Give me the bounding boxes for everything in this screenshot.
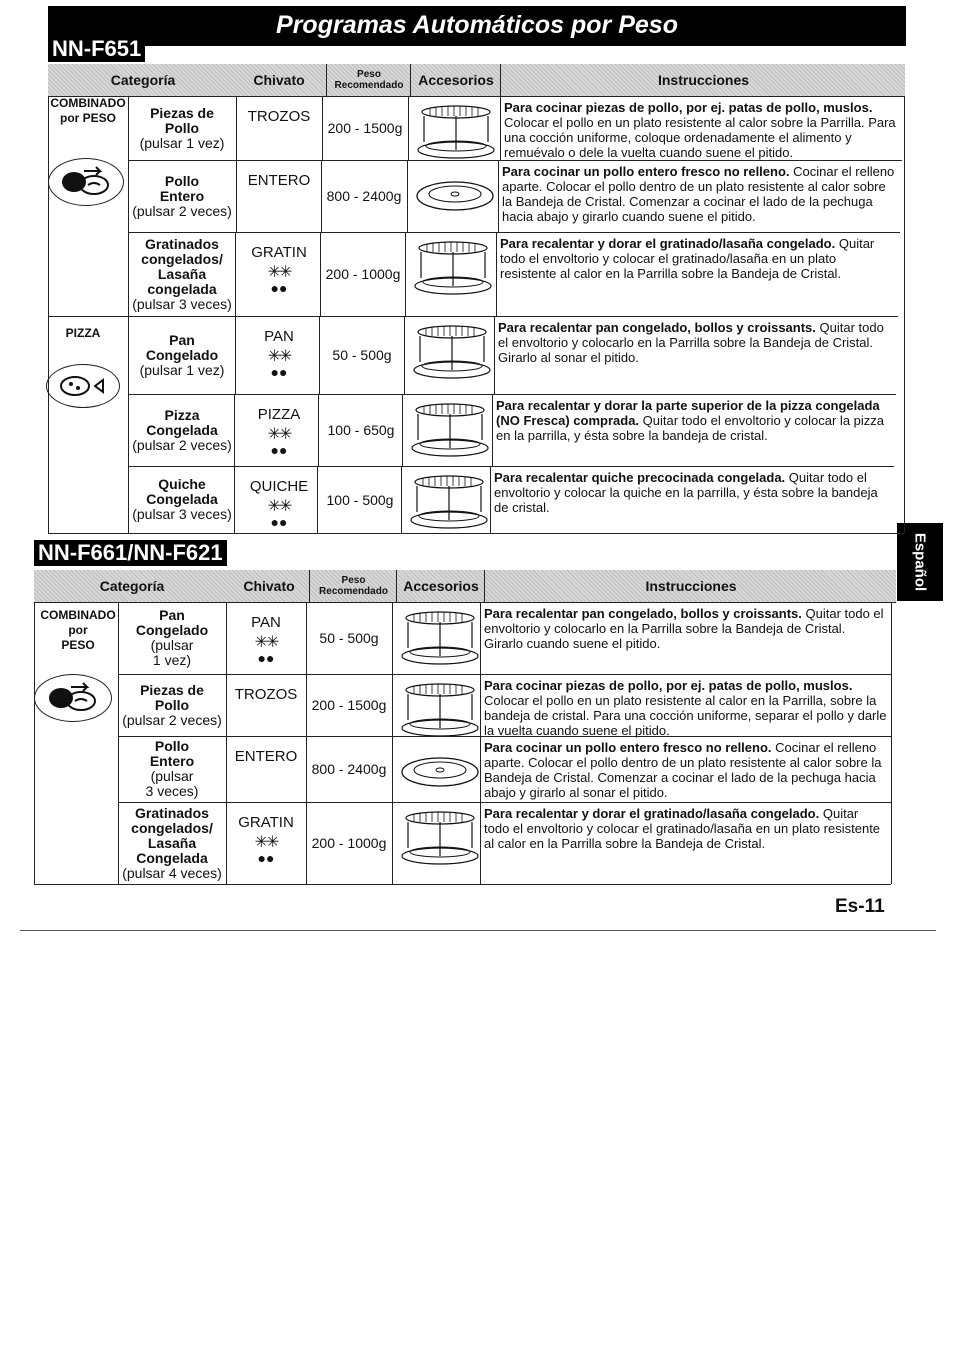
instructions-heading: Para cocinar piezas de pollo, por ej. patas de pollo, muslos. xyxy=(484,678,853,693)
table-left-border xyxy=(48,96,49,533)
header-chivato-2: Chivato xyxy=(243,578,295,594)
model-label-nn-f661-nn-f621: NN-F661/NN-F621 xyxy=(34,540,227,566)
program-name: Pan Congelado xyxy=(135,607,209,638)
recommended-weight: 50 - 500g xyxy=(332,347,392,363)
row-divider xyxy=(128,232,900,233)
column-divider xyxy=(392,602,393,674)
table-row-program xyxy=(118,602,226,674)
header-categoria: Categoría xyxy=(110,72,176,88)
chivato-label: QUICHE xyxy=(249,478,309,495)
chivato-label: PIZZA xyxy=(257,406,301,423)
table-header-2 xyxy=(34,570,896,603)
table-row-program xyxy=(118,736,226,802)
instructions-heading: Para cocinar un pollo entero fresco no relleno. xyxy=(484,740,772,755)
recommended-weight: 100 - 500g xyxy=(326,491,394,508)
column-divider xyxy=(496,232,497,316)
moisture-icon: ●● xyxy=(270,442,288,458)
instructions-heading: Para recalentar pan congelado, bollos y croissants. xyxy=(498,320,816,335)
combination-icon xyxy=(48,158,124,206)
browning-icon: ✳✳ xyxy=(254,834,278,851)
table-row-program xyxy=(118,802,226,884)
chivato-label: ENTERO xyxy=(234,748,298,765)
glass-tray-icon xyxy=(398,752,482,797)
chivato-indicator xyxy=(226,814,306,865)
table-header xyxy=(48,64,905,97)
program-name: Gratinados congelados/ Lasaña Congelada xyxy=(131,804,213,866)
chivato-indicator xyxy=(236,108,322,125)
instructions-body: Cocinar el relleno aparte. Colocar el pollo dentro de un plato resistente al calor sobre la Bandeja de Cristal. Comenzar a cocinar el lado de la pechuga hacia abajo y girarlo al sonar el pitido. xyxy=(484,740,882,800)
chivato-indicator xyxy=(236,328,322,379)
recommended-weight: 200 - 1000g xyxy=(311,835,387,851)
chivato-label: ENTERO xyxy=(247,172,311,189)
page-number: Es-11 xyxy=(835,896,885,917)
instructions-body: Quitar todo el envoltorio y colocar la pizza en la parrilla, y ésta sobre la bandeja de cristal. xyxy=(496,413,885,443)
header-chivato: Chivato xyxy=(253,72,305,88)
instructions-text xyxy=(494,470,890,515)
chivato-indicator xyxy=(236,172,322,189)
press-count: (pulsar 1 vez) xyxy=(139,134,225,151)
column-divider xyxy=(500,96,501,160)
press-count: (pulsar 2 veces) xyxy=(132,436,232,453)
row-divider xyxy=(118,736,891,737)
recommended-weight: 800 - 2400g xyxy=(326,188,402,204)
instructions-text xyxy=(484,606,887,651)
moisture-icon: ●● xyxy=(270,280,288,296)
moisture-icon: ●● xyxy=(270,364,288,380)
table-bottom-border xyxy=(48,533,904,534)
column-divider xyxy=(226,736,227,802)
browning-icon: ✳✳ xyxy=(267,348,291,365)
column-divider xyxy=(392,674,393,736)
browning-icon: ✳✳ xyxy=(267,426,291,443)
recommended-weight: 200 - 1500g xyxy=(327,120,403,136)
chivato-label: GRATIN xyxy=(238,814,294,831)
press-count: (pulsar 3 veces) xyxy=(132,295,232,312)
press-count: (pulsar 1 vez) xyxy=(150,637,194,668)
table-row-program xyxy=(128,96,236,160)
combination-icon-2 xyxy=(34,674,112,722)
recommended-weight: 100 - 650g xyxy=(327,422,395,438)
recommended-weight: 200 - 1500g xyxy=(311,697,387,713)
category-pizza: PIZZA xyxy=(65,326,101,340)
header-peso-2b: Recomendado xyxy=(319,586,388,597)
header-peso-2a: Peso xyxy=(341,575,366,586)
instructions-text xyxy=(484,740,887,800)
language-tab-label: Español xyxy=(911,532,929,592)
header-categoria-2: Categoría xyxy=(99,578,165,594)
table-bottom-border xyxy=(34,884,891,885)
header-accesorios-2: Accesorios xyxy=(396,570,485,602)
instructions-text xyxy=(484,806,887,851)
program-name: Gratinados congelados/ Lasaña congelada xyxy=(141,235,223,297)
table-row-program xyxy=(128,394,236,466)
table-row-program xyxy=(118,674,226,736)
chivato-label: GRATIN xyxy=(251,244,307,261)
wire-rack-icon xyxy=(398,608,482,673)
category-combinado-2: COMBINADO por PESO xyxy=(40,608,116,652)
instructions-body: Colocar el pollo en un plato resistente al calor en la Parrilla, sobre la bandeja de cristal. Para una cocción uniforme, separar el pollo y darle la vuelta cuando suene el pitido. xyxy=(484,693,887,738)
row-divider xyxy=(128,316,898,317)
press-count: (pulsar 3 veces) xyxy=(132,506,232,522)
press-count: (pulsar 2 veces) xyxy=(122,711,222,728)
chivato-indicator xyxy=(236,244,322,295)
column-divider xyxy=(236,96,237,160)
program-name: Quiche Congelada xyxy=(146,476,218,507)
table-row-program xyxy=(128,232,236,316)
header-peso xyxy=(326,64,411,96)
header-peso-1: Peso xyxy=(357,69,381,80)
instructions-body: Quitar todo el envoltorio y colocarlo en la Parrilla sobre la Bandeja de Cristal. Girarlo cuando suene el pitido. xyxy=(484,606,884,651)
table-row-program xyxy=(128,316,236,394)
instructions-body: Cocinar el relleno aparte. Colocar el pollo dentro de un plato resistente al calor sobre la Bandeja de Cristal. Comenzar a cocinar el lado de la pechuga hacia abajo y girarlo cuando suene el pitido. xyxy=(502,164,895,224)
wire-rack-icon xyxy=(411,238,495,303)
instructions-text xyxy=(498,320,894,365)
press-count: (pulsar 3 veces) xyxy=(145,768,199,799)
moisture-icon: ●● xyxy=(257,850,275,866)
chivato-indicator xyxy=(226,614,306,665)
program-name: Pollo Entero xyxy=(149,738,195,769)
footer-divider xyxy=(20,930,936,931)
moisture-icon: ●● xyxy=(270,514,288,530)
glass-tray-icon xyxy=(413,176,497,221)
category-break xyxy=(48,316,128,317)
column-divider xyxy=(392,736,393,802)
model-label-nn-f651: NN-F651 xyxy=(48,36,145,62)
chivato-label: PAN xyxy=(264,328,294,345)
header-peso-2 xyxy=(309,570,397,602)
chivato-label: TROZOS xyxy=(247,108,311,125)
table-row-program xyxy=(128,466,236,533)
instructions-body: Colocar el pollo en un plato resistente al calor sobre la Parrilla. Para una cocción uniforme, coloque ordenadamente el alimento y remuévalo o dele la vuelta cuando suene el pitido. xyxy=(504,115,896,160)
instructions-text xyxy=(484,678,887,738)
page-title: Programas Automáticos por Peso xyxy=(48,6,906,46)
press-count: (pulsar 2 veces) xyxy=(132,202,232,219)
row-divider xyxy=(118,802,891,803)
instructions-text xyxy=(502,164,898,224)
press-count: (pulsar 4 veces) xyxy=(122,864,222,881)
instructions-heading: Para cocinar piezas de pollo, por ej. patas de pollo, muslos. xyxy=(504,100,873,115)
instructions-text xyxy=(496,398,892,443)
header-instrucciones-2: Instrucciones xyxy=(484,570,897,602)
program-name: Piezas de Pollo xyxy=(150,104,214,136)
instructions-heading: Para recalentar y dorar el gratinado/lasaña congelado. xyxy=(484,806,820,821)
column-divider xyxy=(226,674,227,736)
chivato-label: PAN xyxy=(251,614,281,631)
wire-rack-icon xyxy=(407,472,491,537)
table-right-border xyxy=(904,96,905,533)
program-name: Pan Congelado xyxy=(145,331,219,363)
press-count: (pulsar 1 vez) xyxy=(139,361,225,378)
program-name: Piezas de Pollo xyxy=(140,681,204,713)
language-tab xyxy=(897,523,943,601)
instructions-text xyxy=(504,100,900,160)
table-left-border xyxy=(34,602,35,884)
instructions-body: Quitar todo el envoltorio y colocarlo en la Parrilla sobre la Bandeja de Cristal. Girarlo al sonar el pitido. xyxy=(498,320,884,365)
recommended-weight: 200 - 1000g xyxy=(325,266,401,282)
browning-icon: ✳✳ xyxy=(267,498,291,515)
category-combinado: COMBINADO por PESO xyxy=(50,96,126,125)
instructions-text xyxy=(500,236,896,281)
column-divider xyxy=(498,160,499,232)
instructions-heading: Para cocinar un pollo entero fresco no relleno. xyxy=(502,164,790,179)
wire-rack-icon xyxy=(398,808,482,873)
instructions-body: Quitar todo el envoltorio y colocar el gratinado/lasaña en un plato resistente al calor en la Parrilla sobre la Bandeja de Cristal. xyxy=(500,236,875,281)
instructions-body: Quitar todo el envoltorio y colocar la quiche en la parrilla, y ésta sobre la bandeja de cristal. xyxy=(494,470,878,515)
chivato-indicator xyxy=(236,406,322,457)
table-row-program xyxy=(128,160,236,232)
row-divider xyxy=(128,160,902,161)
browning-icon: ✳✳ xyxy=(267,264,291,281)
wire-rack-icon xyxy=(414,102,498,167)
chivato-indicator xyxy=(226,686,306,703)
instructions-heading: Para recalentar y dorar el gratinado/lasaña congelado. xyxy=(500,236,836,251)
recommended-weight: 800 - 2400g xyxy=(311,761,387,777)
column-divider xyxy=(492,394,493,466)
header-peso-2: Recomendado xyxy=(334,80,404,91)
chivato-indicator xyxy=(236,478,322,529)
chivato-indicator xyxy=(226,748,306,765)
instructions-heading: Para recalentar quiche precocinada congelada. xyxy=(494,470,786,485)
row-divider xyxy=(128,466,894,467)
instructions-heading: Para recalentar y dorar la parte superior de la pizza congelada (NO Fresca) comprada. xyxy=(496,398,880,428)
instructions-heading: Para recalentar pan congelado, bollos y croissants. xyxy=(484,606,802,621)
column-divider xyxy=(408,96,409,160)
row-divider xyxy=(118,674,891,675)
program-name: Pizza Congelada xyxy=(146,406,218,438)
wire-rack-icon xyxy=(408,400,492,465)
row-divider xyxy=(128,394,896,395)
chivato-label: TROZOS xyxy=(234,686,298,703)
table-right-border xyxy=(891,602,892,884)
column-divider xyxy=(392,802,393,884)
recommended-weight: 50 - 500g xyxy=(319,630,379,646)
pizza-icon xyxy=(46,364,120,408)
browning-icon: ✳✳ xyxy=(254,634,278,651)
header-instrucciones: Instrucciones xyxy=(500,64,906,96)
moisture-icon: ●● xyxy=(257,650,275,666)
column-divider xyxy=(494,316,495,394)
instructions-body: Quitar todo el envoltorio y colocar el gratinado/lasaña en un plato resistente al calor en la Parrilla sobre la Bandeja de Cristal. xyxy=(484,806,881,851)
wire-rack-icon xyxy=(410,322,494,387)
header-accesorios: Accesorios xyxy=(410,64,501,96)
program-name: Pollo Entero xyxy=(159,172,205,204)
